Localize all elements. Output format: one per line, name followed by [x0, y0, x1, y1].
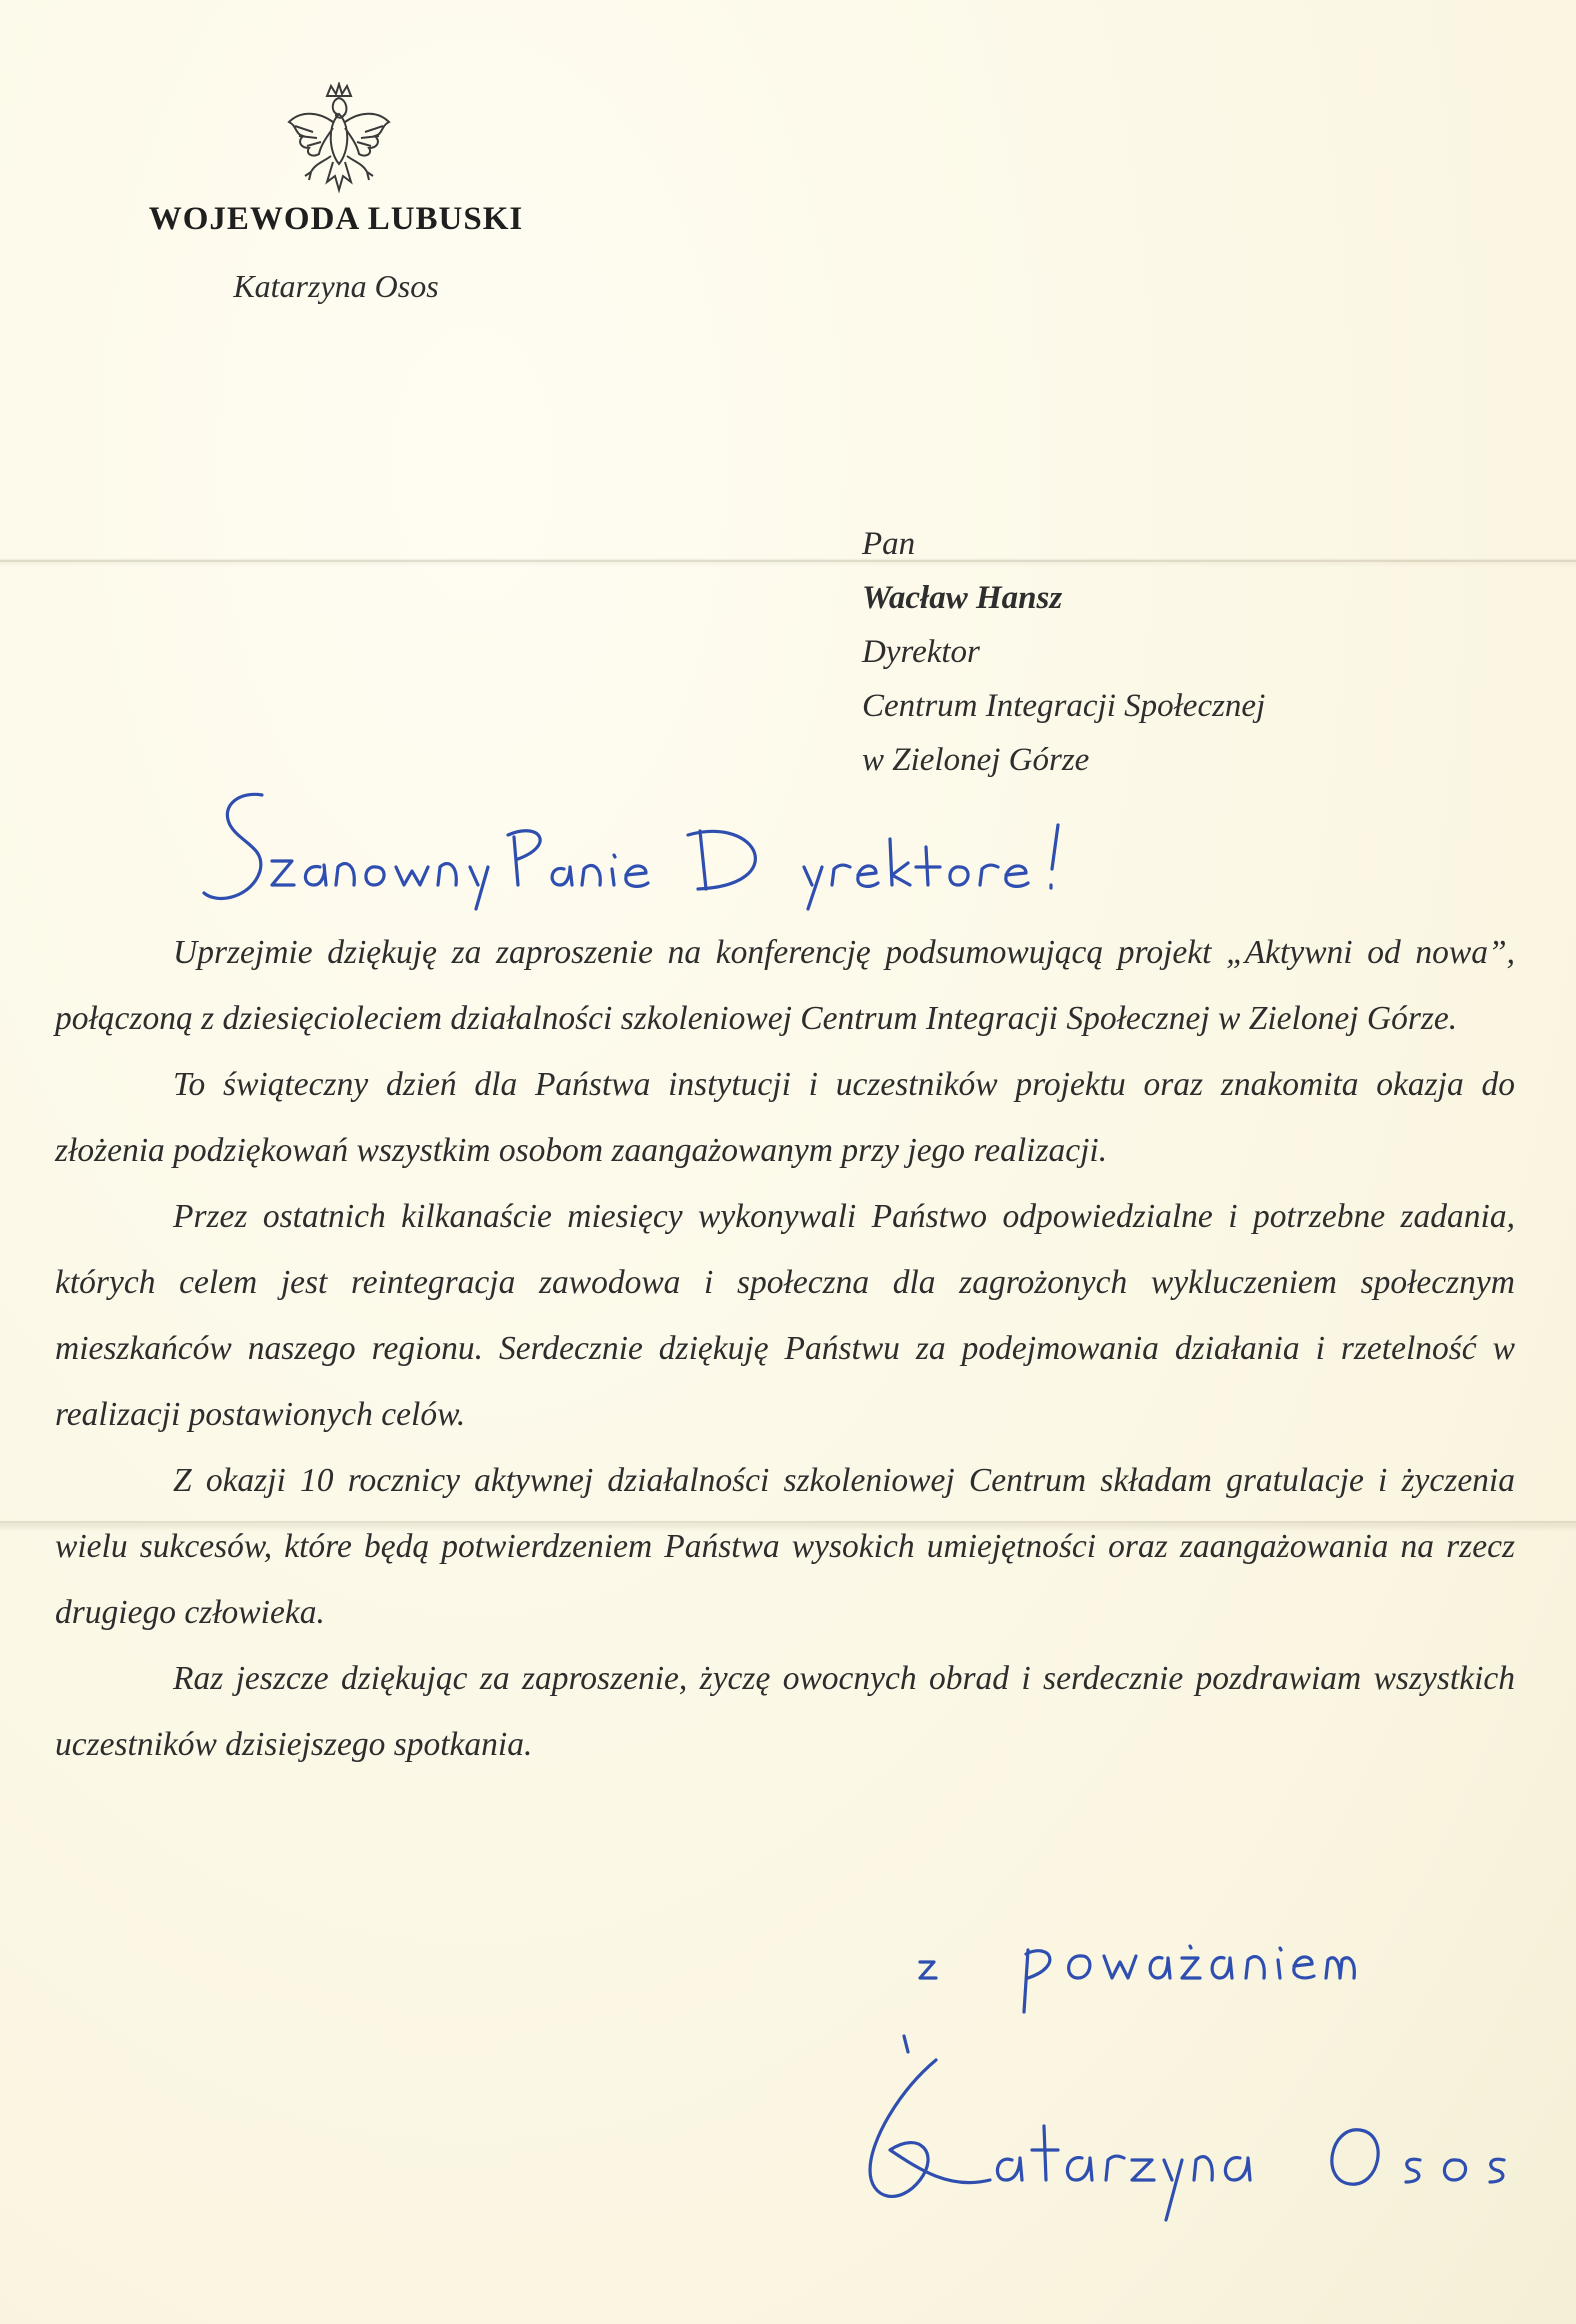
- eagle-crest-icon: [283, 82, 395, 200]
- recipient-address: [862, 517, 1265, 787]
- letter-body: [55, 920, 1515, 1778]
- body-paragraph: Przez ostatnich kilkanaście miesięcy wykonywali Państwo odpowiedzialne i potrzebne zadania, których celem jest reintegracja zawodowa i społeczna dla zagrożonych wykluczeniem społecznym mieszkańców naszego regionu. Serdecznie dziękuję Państwu za podejmowania działania i rzetelność w realizacji postawionych celów.: [55, 1198, 1515, 1433]
- sender-name: Katarzyna Osos: [233, 268, 439, 304]
- recipient-organization: Centrum Integracji Społecznej: [862, 688, 1266, 724]
- body-paragraph: Z okazji 10 rocznicy aktywnej działalności szkoleniowej Centrum składam gratulacje i życzenia wielu sukcesów, które będą potwierdzeniem Państwa wysokich umiejętności oraz zaangażowania na rzecz drugiego człowieka.: [55, 1462, 1515, 1631]
- office-title: WOJEWODA LUBUSKI: [148, 201, 524, 237]
- recipient-name: Wacław Hansz: [862, 580, 1063, 616]
- recipient-line: Pan: [862, 526, 916, 562]
- recipient-city: w Zielonej Górze: [862, 742, 1090, 778]
- body-paragraph: Uprzejmie dziękuję za zaproszenie na konferencję podsumowującą projekt „Aktywni od nowa”, połączoną z dziesięcioleciem działalności szkoleniowej Centrum Integracji Społecznej w Zielonej Górze.: [55, 934, 1515, 1037]
- body-paragraph: To świąteczny dzień dla Państwa instytucji i uczestników projektu oraz znakomita okazja do złożenia podziękowań wszystkim osobom zaangażowanym przy jego realizacji.: [55, 1066, 1515, 1169]
- body-paragraph: Raz jeszcze dziękując za zaproszenie, życzę owocnych obrad i serdecznie pozdrawiam wszystkich uczestników dzisiejszego spotkania.: [55, 1660, 1515, 1763]
- handwritten-salutation: [200, 785, 1240, 915]
- handwritten-closing: [900, 1920, 1460, 2030]
- paper-fold-line: [0, 560, 1576, 562]
- recipient-title: Dyrektor: [862, 634, 980, 670]
- handwritten-signature: [860, 2030, 1540, 2250]
